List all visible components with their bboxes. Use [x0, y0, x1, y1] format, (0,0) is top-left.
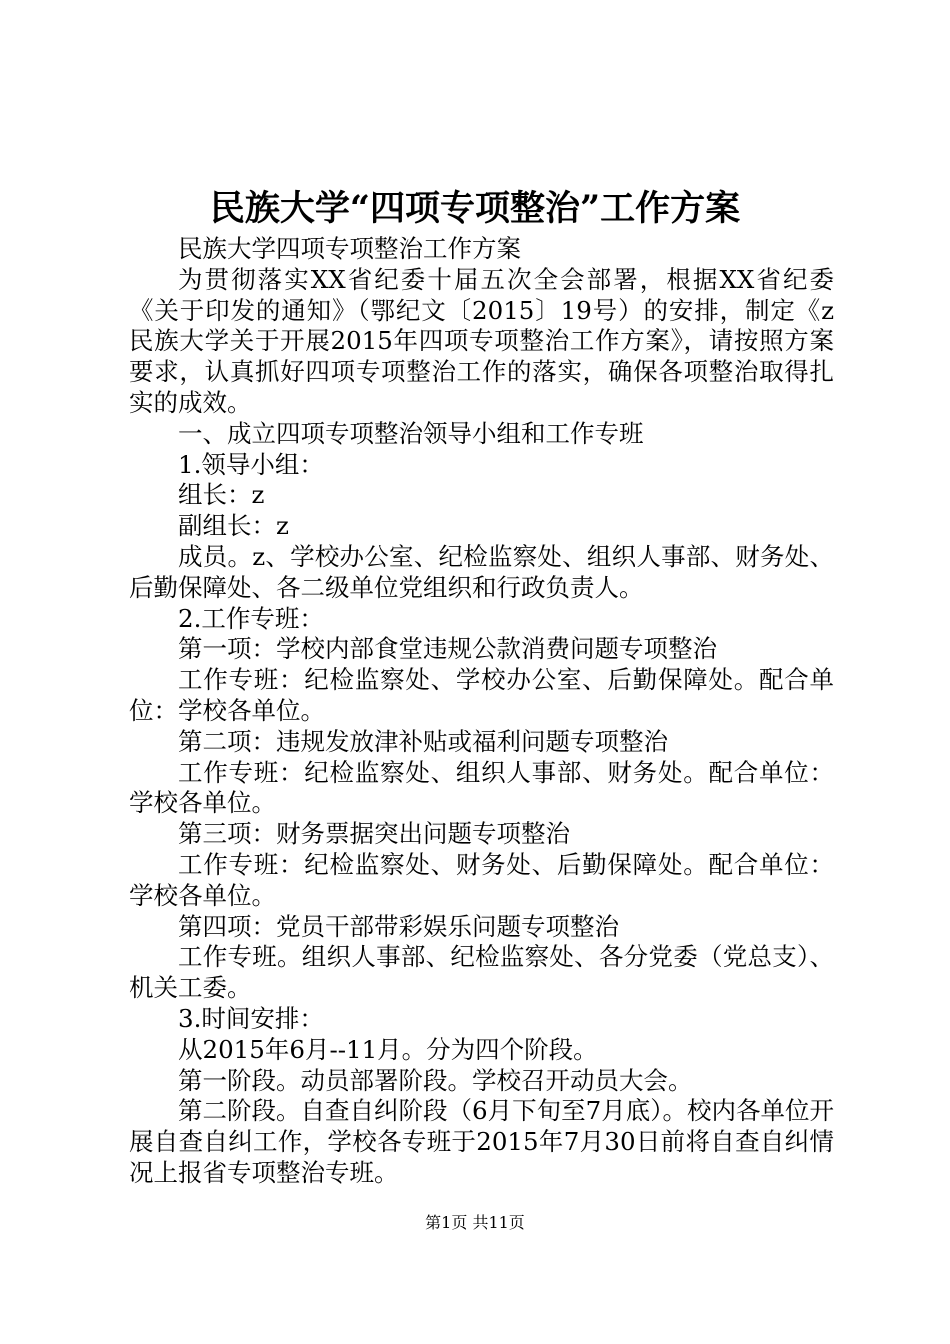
- item-2-team: 工作专班：纪检监察处、组织人事部、财务处。配合单位：学校各单位。: [129, 757, 834, 818]
- item-1-team: 工作专班：纪检监察处、学校办公室、后勤保障处。配合单位：学校各单位。: [129, 665, 834, 725]
- subsection-schedule: 3.时间安排：: [178, 1003, 324, 1033]
- page-footer: 第1页 共11页: [425, 1213, 525, 1232]
- item-1-heading: 第一项：学校内部食堂违规公款消费问题专项整治: [178, 634, 717, 664]
- paragraph-deputy-leader: 副组长：z: [178, 511, 289, 541]
- paragraph-members: 成员。z、学校办公室、纪检监察处、组织人事部、财务处、后勤保障处、各二级单位党组织和行政负责人。: [129, 541, 834, 602]
- item-4-heading: 第四项：党员干部带彩娱乐问题专项整治: [178, 911, 619, 941]
- subsection-leadership-group: 1.领导小组：: [178, 449, 324, 479]
- paragraph-group-leader: 组长：z: [178, 480, 265, 510]
- item-2-heading: 第二项：违规发放津补贴或福利问题专项整治: [178, 726, 668, 756]
- item-3-team: 工作专班：纪检监察处、财务处、后勤保障处。配合单位：学校各单位。: [129, 849, 834, 910]
- item-3-heading: 第三项：财务票据突出问题专项整治: [178, 819, 570, 849]
- section-heading-1: 一、成立四项专项整治领导小组和工作专班: [178, 418, 644, 448]
- paragraph-schedule-range: 从2015年6月--11月。分为四个阶段。: [178, 1034, 598, 1064]
- subsection-work-team: 2.工作专班：: [178, 603, 324, 633]
- paragraph-stage-2: 第二阶段。自查自纠阶段（6月下旬至7月底）。校内各单位开展自查自纠工作，学校各专班于2015年7月30日前将自查自纠情况上报省专项整治专班。: [129, 1096, 834, 1187]
- document-title: 民族大学“四项专项整治”工作方案: [209, 188, 741, 229]
- item-4-team: 工作专班。组织人事部、纪检监察处、各分党委（党总支）、机关工委。: [129, 942, 834, 1003]
- paragraph-stage-1: 第一阶段。动员部署阶段。学校召开动员大会。: [178, 1065, 693, 1095]
- document-body: [129, 234, 834, 1189]
- paragraph-subtitle: 民族大学四项专项整治工作方案: [178, 234, 521, 263]
- paragraph-intro: 为贯彻落实XX省纪委十届五次全会部署，根据XX省纪委《关于印发的通知》（鄂纪文〔2015〕19号）的安排，制定《z民族大学关于开展2015年四项专项整治工作方案》，请按照方案要求，认真抓好四项专项整治工作的落实，确保各项整治取得扎实的成效。: [129, 264, 834, 417]
